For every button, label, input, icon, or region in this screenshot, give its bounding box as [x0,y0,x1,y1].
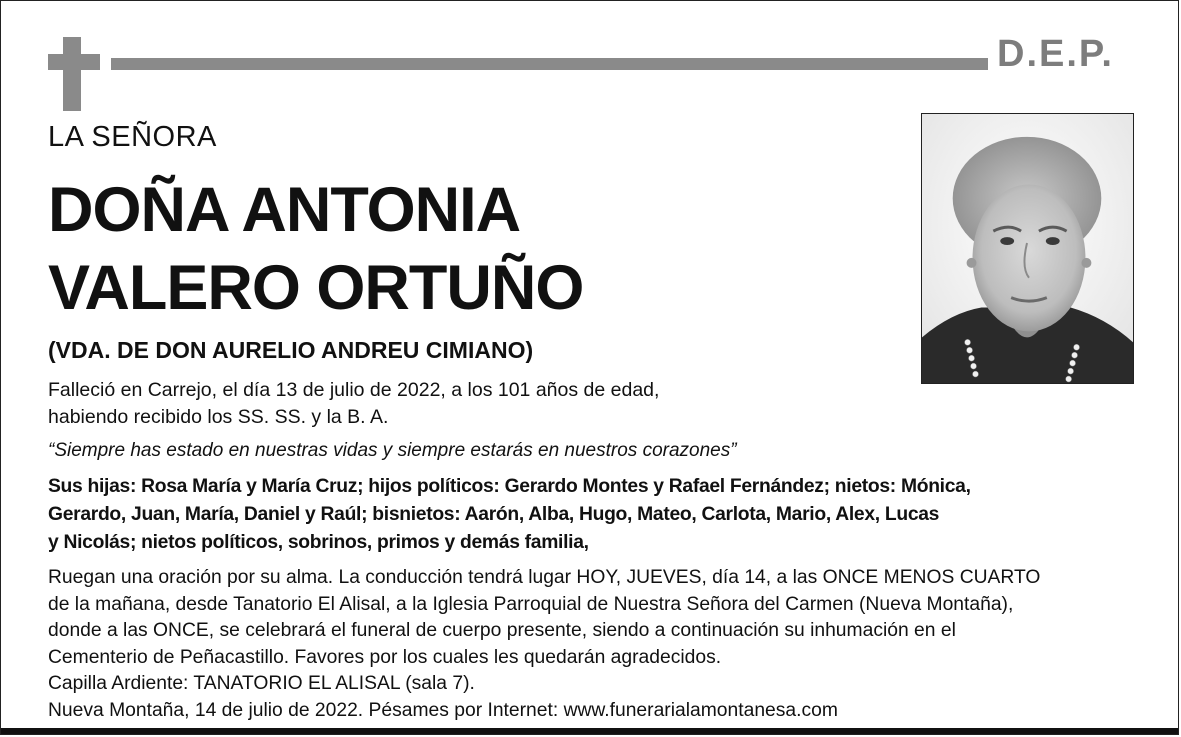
family-list [48,473,971,557]
body-line: Capilla Ardiente: TANATORIO EL ALISAL (sala 7). [48,673,475,694]
family-line: Gerardo, Juan, María, Daniel y Raúl; bisnietos: Aarón, Alba, Hugo, Mateo, Carlota, Mario, Alex, Lucas [48,504,940,525]
name-line: DOÑA ANTONIA [48,175,521,245]
cross-icon [48,37,100,111]
honorific: LA SEÑORA [48,121,217,153]
bottom-border [1,728,1178,734]
family-line: Sus hijas: Rosa María y María Cruz; hijos políticos: Gerardo Montes y Rafael Fernández; nietos: Mónica, [48,476,971,497]
family-line: y Nicolás; nietos políticos, sobrinos, primos y demás familia, [48,532,589,553]
death-line: habiendo recibido los SS. SS. y la B. A. [48,406,389,428]
body-line: Ruegan una oración por su alma. La conducción tendrá lugar HOY, JUEVES, día 14, a las ONCE MENOS CUARTO [48,567,1041,588]
dep-label: D.E.P. [997,33,1114,75]
body-line: Cementerio de Peñacastillo. Favores por los cuales les quedarán agradecidos. [48,646,722,668]
memorial-quote: “Siempre has estado en nuestras vidas y siempre estarás en nuestros corazones” [48,440,737,461]
deceased-name [48,171,583,327]
portrait-photo [921,113,1134,384]
body-line: donde a las ONCE, se celebrará el funeral de cuerpo presente, siendo a continuación su inhumación en el [48,620,956,641]
death-details [48,377,659,431]
header-rule [111,58,988,70]
name-line: VALERO ORTUÑO [48,253,584,323]
body-line: de la mañana, desde Tanatorio El Alisal, a la Iglesia Parroquial de Nuestra Señora del Carmen (Nueva Montaña), [48,593,1014,615]
death-line: Falleció en Carrejo, el día 13 de julio de 2022, a los 101 años de edad, [48,379,660,401]
funeral-details [48,565,1040,724]
body-line: Nueva Montaña, 14 de julio de 2022. Pésames por Internet: www.funerarialamontanesa.com [48,699,838,721]
widow-of: (VDA. DE DON AURELIO ANDREU CIMIANO) [48,337,534,363]
